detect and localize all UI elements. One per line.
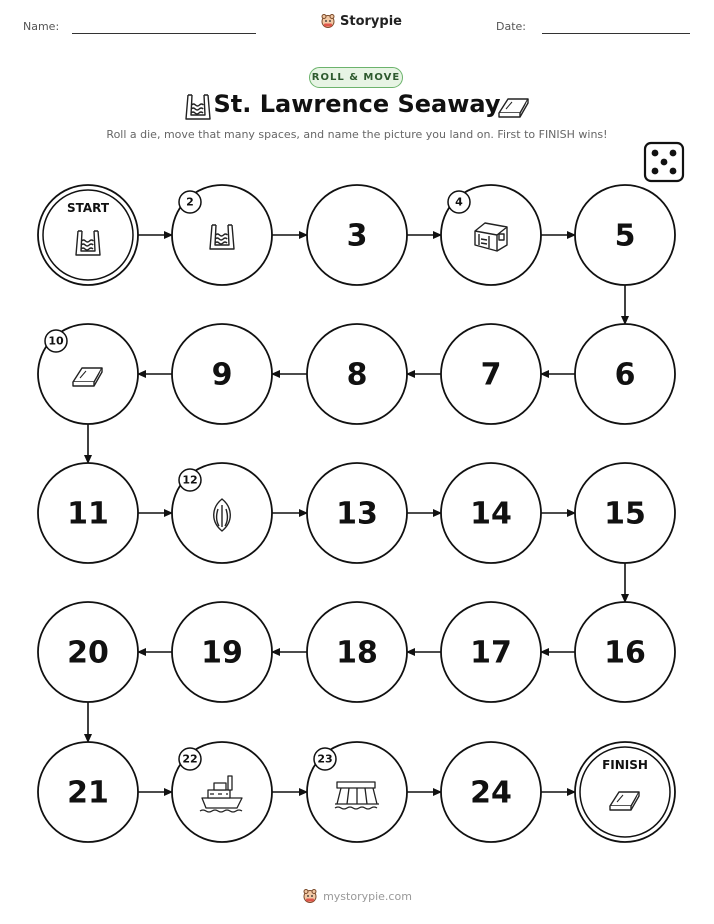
space-number: 15 xyxy=(604,496,646,532)
space-number-badge: 2 xyxy=(186,195,194,209)
board-space-16[interactable] xyxy=(575,602,675,702)
board-space-3[interactable] xyxy=(307,185,407,285)
space-number: 17 xyxy=(470,635,512,671)
activity-badge: ROLL & MOVE xyxy=(309,67,403,88)
space-number: 8 xyxy=(346,357,368,393)
board-space-24[interactable] xyxy=(441,742,541,842)
footer xyxy=(0,888,714,904)
space-label: FINISH xyxy=(602,758,648,772)
brand-name: Storypie xyxy=(340,13,402,29)
space-number: 18 xyxy=(336,635,378,671)
board-space-13[interactable] xyxy=(307,463,407,563)
space-number: 20 xyxy=(67,635,109,671)
space-number-badge: 12 xyxy=(182,473,198,487)
board-space-7[interactable] xyxy=(441,324,541,424)
board-space-21[interactable] xyxy=(38,742,138,842)
page-title: St. Lawrence Seaway xyxy=(213,90,501,118)
board-space-20[interactable] xyxy=(38,602,138,702)
footer-url: mystorypie.com xyxy=(323,889,412,903)
space-number-badge: 10 xyxy=(48,334,64,348)
space-number: 21 xyxy=(67,775,109,811)
lock-machinery-icon xyxy=(475,223,507,251)
board-space-2[interactable] xyxy=(172,185,272,285)
space-number: 24 xyxy=(470,775,512,811)
space-number: 14 xyxy=(470,496,512,532)
board-space-6[interactable] xyxy=(575,324,675,424)
board-space-5[interactable] xyxy=(575,185,675,285)
board-space-15[interactable] xyxy=(575,463,675,563)
space-number: 19 xyxy=(201,635,243,671)
space-number: 9 xyxy=(211,357,233,393)
board-space-1[interactable] xyxy=(38,185,138,285)
space-number: 7 xyxy=(480,357,502,393)
date-label: Date: xyxy=(496,20,526,33)
board-space-8[interactable] xyxy=(307,324,407,424)
board-space-22[interactable] xyxy=(172,742,272,842)
board-space-12[interactable] xyxy=(172,463,272,563)
board-space-14[interactable] xyxy=(441,463,541,563)
board-space-11[interactable] xyxy=(38,463,138,563)
space-number: 5 xyxy=(614,218,636,254)
space-number: 6 xyxy=(614,357,636,393)
space-number: 16 xyxy=(604,635,646,671)
space-number: 3 xyxy=(346,218,368,254)
board-space-17[interactable] xyxy=(441,602,541,702)
storypie-mascot-icon xyxy=(302,888,318,904)
board-space-19[interactable] xyxy=(172,602,272,702)
instructions: Roll a die, move that many spaces, and name the picture you land on. First to FINISH wins! xyxy=(106,128,608,141)
board-space-25[interactable] xyxy=(575,742,675,842)
space-number-badge: 23 xyxy=(317,752,333,766)
board-space-4[interactable] xyxy=(441,185,541,285)
name-label: Name: xyxy=(23,20,60,33)
board-space-9[interactable] xyxy=(172,324,272,424)
space-number-badge: 4 xyxy=(455,195,463,209)
space-number: 13 xyxy=(336,496,378,532)
board-space-10[interactable] xyxy=(38,324,138,424)
space-label: START xyxy=(66,201,110,215)
space-number-badge: 22 xyxy=(182,752,198,766)
board-space-18[interactable] xyxy=(307,602,407,702)
board-space-23[interactable] xyxy=(307,742,407,842)
space-number: 11 xyxy=(67,496,109,532)
